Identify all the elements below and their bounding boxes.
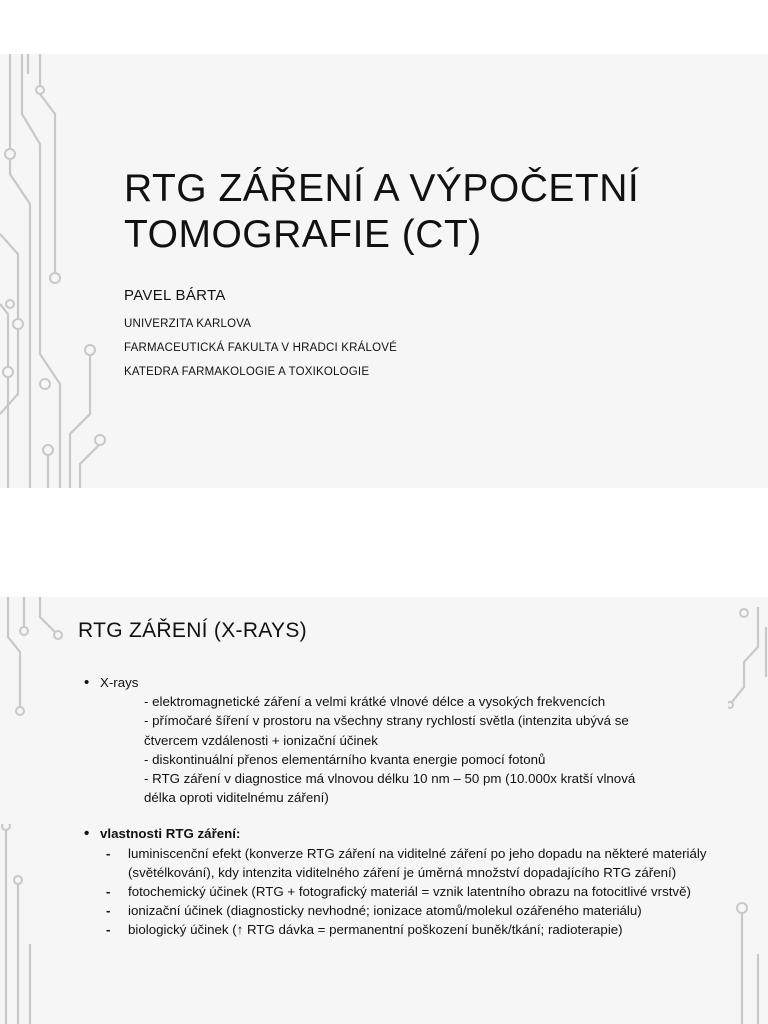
dash-marker: - <box>106 884 111 900</box>
list-item <box>100 844 724 882</box>
xrays-line: - diskontinuální přenos elementárního kvanta energie pomocí fotonů <box>144 751 546 767</box>
title-line-2: TOMOGRAFIE (CT) <box>124 213 482 256</box>
bullet-properties <box>84 824 724 843</box>
bullet-label: vlastnosti RTG záření: <box>100 826 241 842</box>
list-item <box>100 901 724 920</box>
title-slide <box>0 54 768 488</box>
bullet-label: X-rays <box>100 675 139 690</box>
circuit-decoration-top-left <box>0 597 80 727</box>
circuit-decoration-bottom-right <box>728 894 768 1024</box>
slide-title <box>124 166 744 258</box>
list-item-text: biologický účinek (↑ RTG dávka = permanentní poškození buněk/tkání; radioterapie) <box>128 922 623 938</box>
title-line-1: RTG ZÁŘENÍ A VÝPOČETNÍ <box>124 167 640 210</box>
properties-list <box>84 844 724 940</box>
xrays-line: - elektromagnetické záření a velmi krátké vlnové délce a vysokých frekvencích <box>144 694 606 710</box>
author-name: PAVEL BÁRTA <box>124 287 226 304</box>
list-item <box>100 882 724 901</box>
bullet-xrays <box>84 673 724 692</box>
content-slide <box>0 597 768 1024</box>
xrays-line: - přímočaré šíření v prostoru na všechny strany rychlostí světla (intenzita ubývá se <box>144 713 629 729</box>
dash-marker: - <box>106 922 111 938</box>
bullet-dot: • <box>84 674 90 691</box>
dash-marker: - <box>106 903 111 919</box>
circuit-decoration-left <box>0 54 110 488</box>
affiliation-university: UNIVERZITA KARLOVA <box>124 318 252 330</box>
affiliation-department: KATEDRA FARMAKOLOGIE A TOXIKOLOGIE <box>124 366 370 378</box>
xrays-line: - RTG záření v diagnostice má vlnovou délku 10 nm – 50 pm (10.000x kratší vlnová <box>144 771 636 787</box>
xrays-line: délka oproti viditelnému záření) <box>144 790 329 806</box>
list-item-text: fotochemický účinek (RTG + fotografický materiál = vznik latentního obrazu na fotocitlivé vrstvě) <box>128 884 691 900</box>
circuit-decoration-bottom-left <box>0 824 50 1024</box>
affiliation-faculty: FARMACEUTICKÁ FAKULTA V HRADCI KRÁLOVÉ <box>124 342 398 354</box>
bullet-dot: • <box>84 825 90 843</box>
list-item-text: luminiscenční efekt (konverze RTG záření na viditelné záření po jeho dopadu na některé materiály (světélkování), kdy intenzita viditelného záření je úměrná množství dopadajícího RTG záření) <box>128 845 707 880</box>
slide-title: RTG ZÁŘENÍ (X-RAYS) <box>78 619 307 642</box>
slide-content <box>84 673 724 940</box>
dash-marker: - <box>106 845 111 861</box>
xrays-line: čtvercem vzdálenosti + ionizační účinek <box>144 732 378 748</box>
list-item-text: ionizační účinek (diagnosticky nevhodné; ionizace atomů/molekul ozářeného materiálu) <box>128 903 642 919</box>
circuit-decoration-right <box>728 607 768 727</box>
xrays-description <box>84 692 724 807</box>
list-item <box>100 920 724 939</box>
